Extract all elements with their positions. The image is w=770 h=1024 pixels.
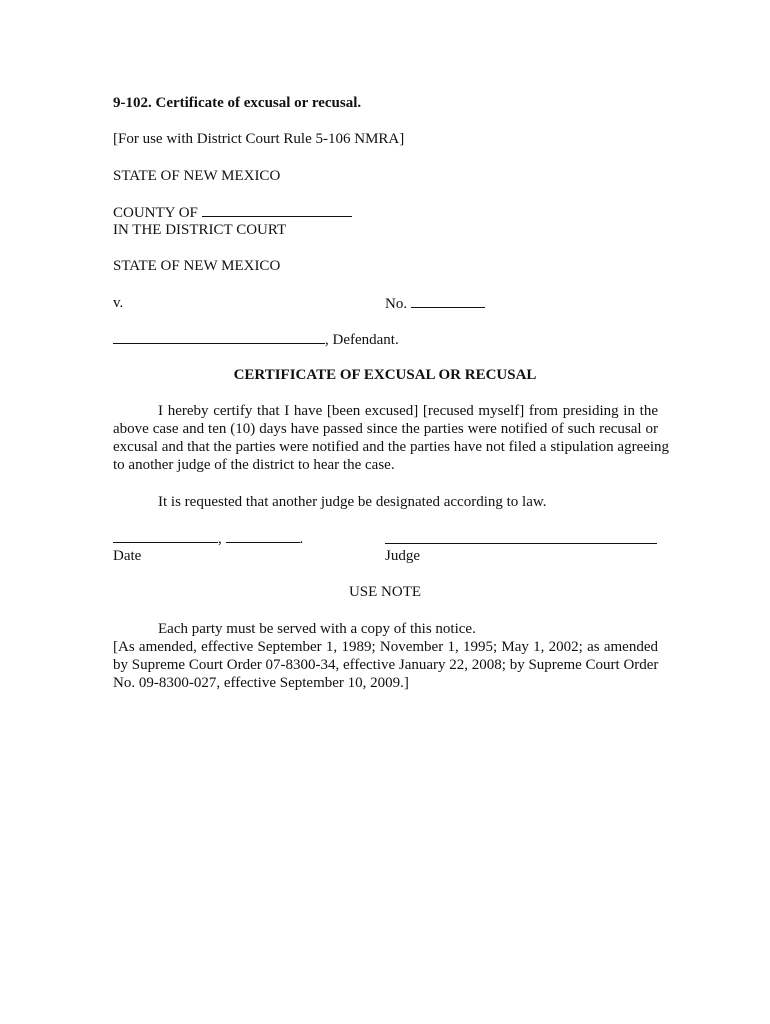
date-comma: , — [218, 531, 222, 547]
date-signature-line — [113, 529, 303, 548]
case-number-blank[interactable] — [411, 294, 485, 308]
case-number-line — [385, 294, 485, 313]
amendment-line: by Supreme Court Order 07-8300-34, effective January 22, 2008; by Supreme Court Order — [113, 657, 659, 673]
certificate-title: CERTIFICATE OF EXCUSAL OR RECUSAL — [233, 367, 537, 383]
rule-note: [For use with District Court Rule 5-106 NMRA] — [113, 131, 405, 147]
certification-paragraph — [113, 402, 670, 474]
amendment-line: [As amended, effective September 1, 1989; November 1, 1995; May 1, 2002; as amended — [113, 639, 658, 655]
section-heading: 9-102. Certificate of excusal or recusal. — [113, 95, 362, 111]
versus-label: v. — [113, 295, 124, 311]
judge-label: Judge — [385, 548, 420, 564]
county-line — [113, 203, 352, 222]
date-blank-year[interactable] — [226, 529, 300, 543]
use-note-text: Each party must be served with a copy of this notice. — [158, 621, 476, 637]
defendant-line — [113, 330, 399, 349]
date-period: . — [299, 531, 304, 547]
certification-line: I hereby certify that I have [been excused] [recused myself] from presiding in the — [158, 403, 658, 419]
case-number-label: No. — [385, 296, 408, 312]
certification-line: above case and ten (10) days have passed since the parties were notified of such recusal or — [113, 421, 658, 437]
request-text: It is requested that another judge be designated according to law. — [158, 494, 547, 510]
plaintiff-caption: STATE OF NEW MEXICO — [113, 258, 281, 274]
judge-signature-blank[interactable] — [385, 543, 657, 544]
certification-line: excusal and that the parties were notified and the parties have not filed a stipulation agreeing — [113, 439, 670, 455]
date-label: Date — [113, 548, 142, 564]
amendment-line: No. 09-8300-027, effective September 10, 2009.] — [113, 675, 409, 691]
state-caption: STATE OF NEW MEXICO — [113, 168, 281, 184]
county-blank[interactable] — [202, 203, 352, 217]
county-label: COUNTY OF — [113, 205, 198, 221]
use-note-title: USE NOTE — [348, 584, 422, 600]
court-label: IN THE DISTRICT COURT — [113, 222, 287, 238]
defendant-blank[interactable] — [113, 330, 325, 344]
certification-line: to another judge of the district to hear the case. — [113, 457, 395, 473]
date-blank-month-day[interactable] — [113, 529, 218, 543]
amendment-history — [113, 638, 658, 692]
defendant-label: , Defendant. — [325, 332, 399, 348]
